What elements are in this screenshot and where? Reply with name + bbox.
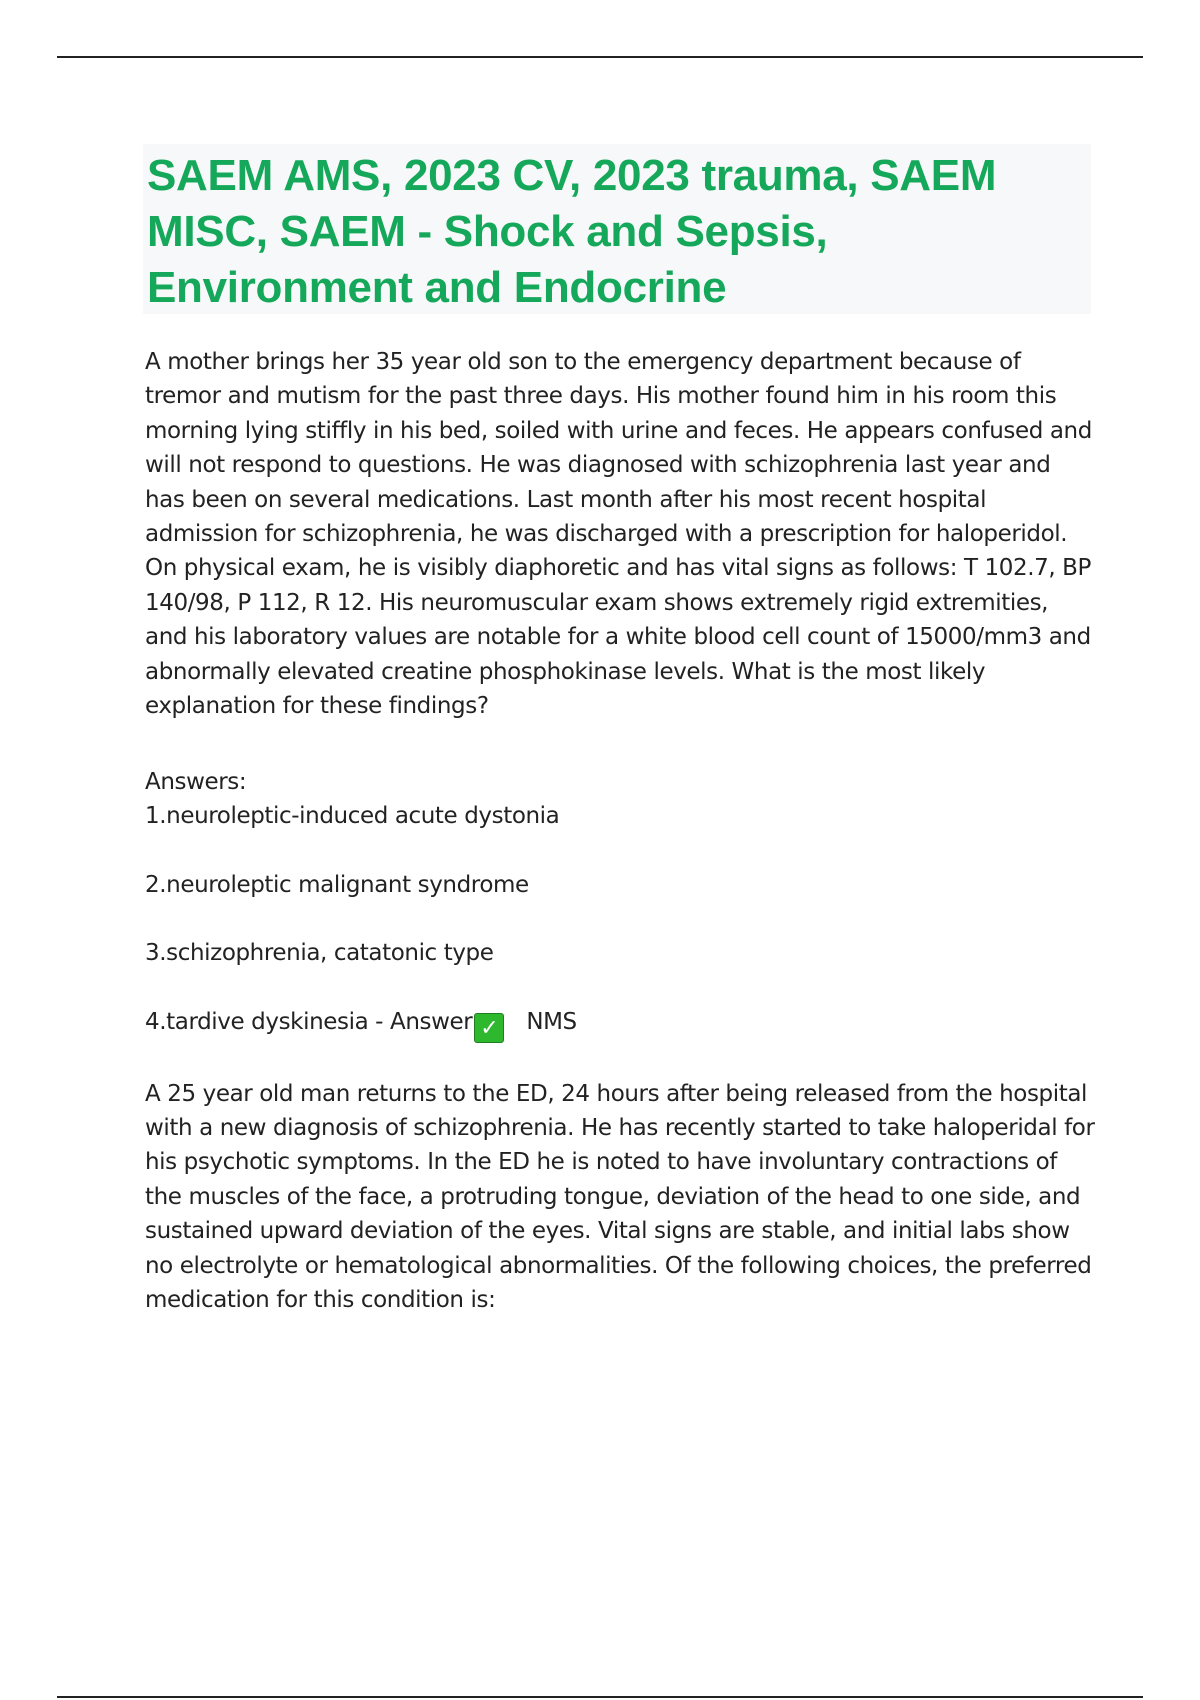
check-mark-icon: ✓ [474, 1013, 504, 1043]
title-block [143, 144, 1091, 314]
answers-label: Answers: [145, 769, 247, 795]
top-rule [57, 56, 1143, 58]
question-1-text: A mother brings her 35 year old son to the emergency department because of tremor and mutism for the past three days. His mother found him in his room this morning lying stiffly in his bed, soiled with urine and feces. He appears confused and will not respond to questions. He was diagnosed with schizophrenia last year and has been on several medications. Last month after his most recent hospital admission for schizophrenia, he was discharged with a prescription for haloperidol. On physical exam, he is visibly diaphoretic and has vital signs as follows: T 102.7, BP 140/98, P 112, R 12. His neuromuscular exam shows extremely rigid extremities, and his laboratory values are notable for a white blood cell count of 15000/mm3 and abnormally elevated creatine phosphokinase levels. What is the most likely explanation for these findings? [145, 349, 1092, 720]
document-body [145, 345, 1095, 1317]
answer-option-4 [145, 1005, 1095, 1043]
answer-option-3: 3.schizophrenia, catatonic type [145, 940, 494, 967]
question-2-text: A 25 year old man returns to the ED, 24 hours after being released from the hospital with a new diagnosis of schizophrenia. He has recently started to take haloperidal for his psychotic symptoms. In the ED he is noted to have involuntary contractions of the muscles of the face, a protruding tongue, deviation of the head to one side, and sustained upward deviation of the eyes. Vital signs are stable, and initial labs show no electrolyte or hematological abnormalities. Of the following choices, the preferred medication for this condition is: [145, 1080, 1095, 1314]
answer-option-2: 2.neuroleptic malignant syndrome [145, 871, 529, 898]
answer-option-1: 1.neuroleptic-induced acute dystonia [145, 803, 560, 830]
document-title: SAEM AMS, 2023 CV, 2023 trauma, SAEM MISC, SAEM - Shock and Sepsis, Environment and Endocrine [147, 151, 997, 312]
bottom-rule [57, 1696, 1143, 1698]
answer-option-4-label: 4.tardive dyskinesia - Answer [145, 1008, 473, 1035]
correct-answer: NMS [526, 1008, 577, 1035]
